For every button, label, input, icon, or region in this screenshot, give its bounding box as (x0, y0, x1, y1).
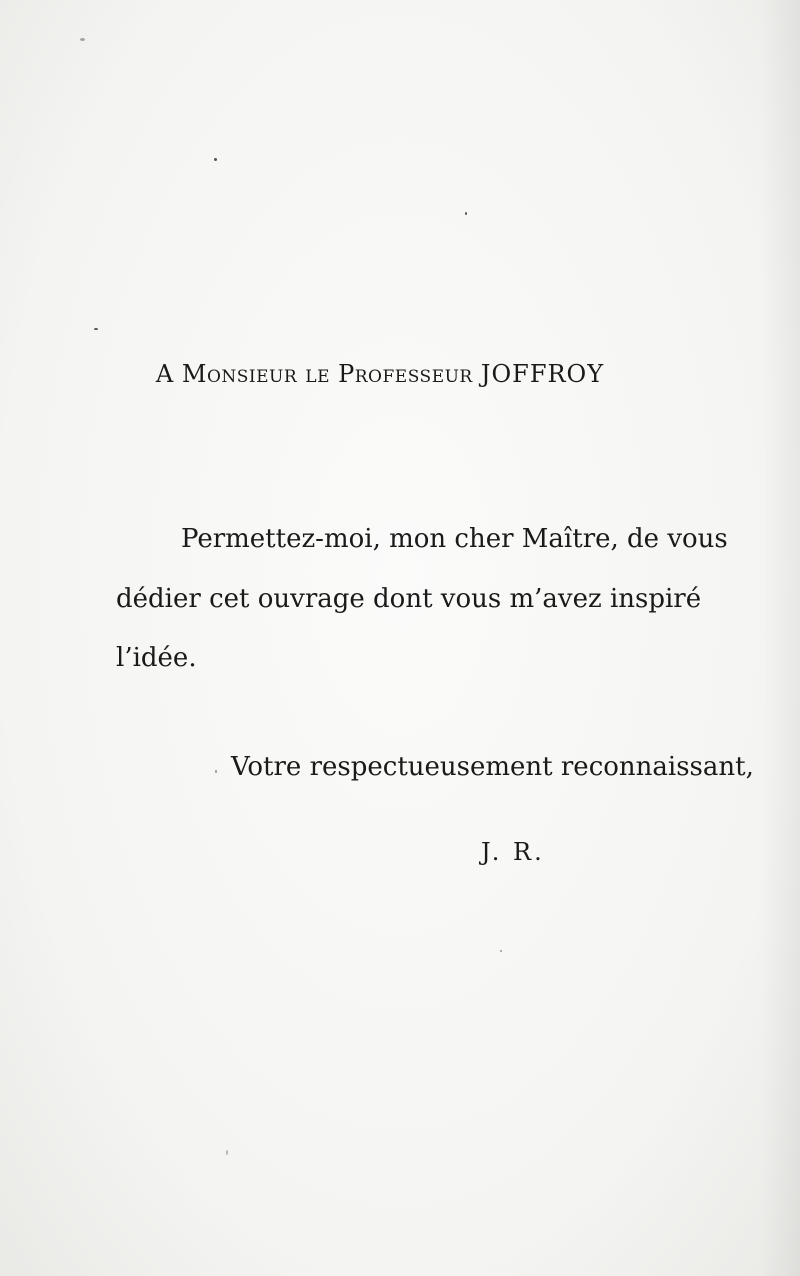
paper-speck (226, 1150, 228, 1155)
dedication-body-line: l’idée. (116, 643, 197, 673)
signature-initials: J. R. (481, 838, 545, 866)
paper-speck (500, 950, 502, 952)
paper-speck (465, 212, 467, 215)
page-edge-shadow (760, 0, 800, 1276)
dedication-body-line: Permettez-moi, mon cher Maître, de vous (181, 524, 728, 554)
dedication-heading (0, 360, 760, 388)
dedication-heading-prefix: A Monsieur le Professeur (155, 360, 473, 388)
paper-speck (94, 328, 98, 330)
dedication-heading-name: JOFFROY (480, 360, 605, 388)
closing-line: Votre respectueusement reconnaissant, (231, 752, 754, 782)
paper-speck (80, 38, 85, 41)
paper-speck (215, 770, 217, 773)
paper-speck (214, 158, 217, 161)
dedication-body-line: dédier cet ouvrage dont vous m’avez inspiré (116, 584, 702, 614)
